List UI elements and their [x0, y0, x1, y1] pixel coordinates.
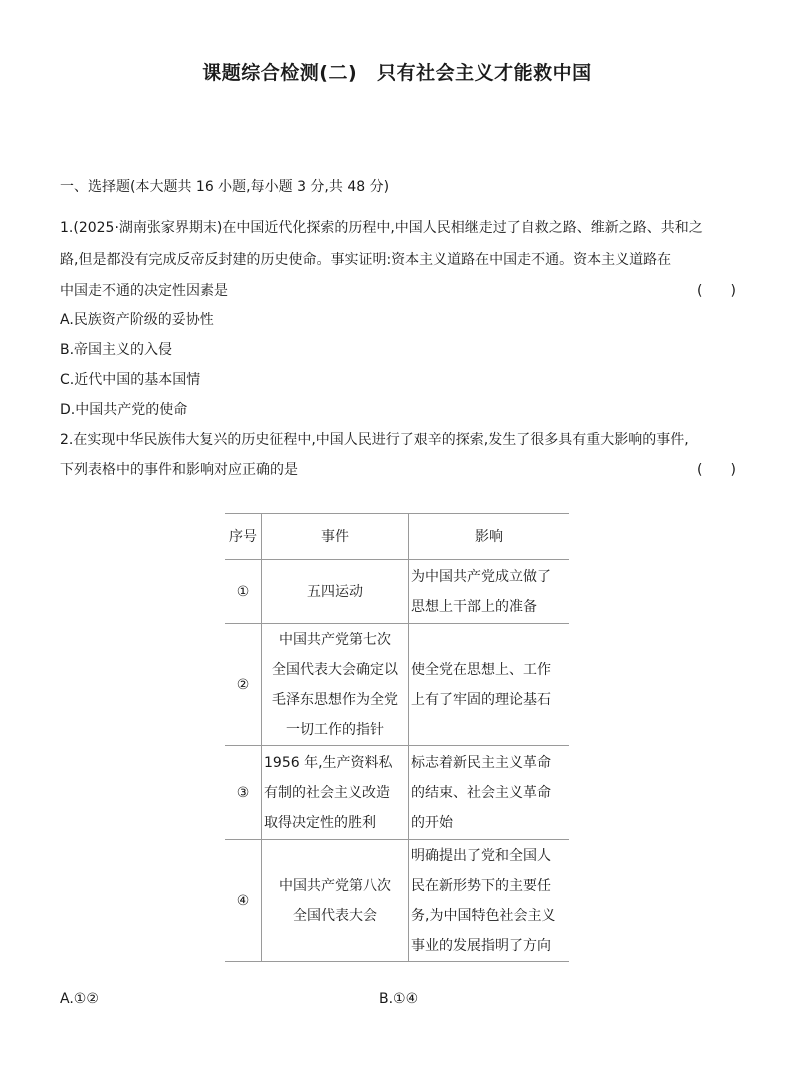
row-no: ① — [225, 560, 262, 624]
effect-line: 使全党在思想上、工作 — [411, 661, 551, 678]
row-no: ② — [225, 624, 262, 746]
row-no: ③ — [225, 746, 262, 840]
effect-line: 民在新形势下的主要任 — [411, 877, 551, 894]
effect-line: 明确提出了党和全国人 — [411, 847, 551, 864]
event-line: 一切工作的指针 — [286, 721, 384, 738]
event-line: 中国共产党第八次 — [279, 877, 391, 894]
q1-answer-bracket: ( ) — [697, 283, 736, 299]
table-row — [225, 746, 569, 840]
page-title — [0, 58, 794, 85]
row-effect — [409, 560, 570, 624]
header-event: 事件 — [262, 514, 409, 560]
row-event — [262, 746, 409, 840]
q1-line-1: 1.(2025·湖南张家界期末)在中国近代化探索的历程中,中国人民相继走过了自救之路、维新之路、共和之 — [60, 220, 703, 236]
q2-option-b[interactable]: B.①④ — [379, 991, 419, 1007]
effect-line: 为中国共产党成立做了 — [411, 568, 551, 585]
row-no: ④ — [225, 840, 262, 962]
event-line: 取得决定性的胜利 — [264, 814, 376, 831]
q1-line-2: 路,但是都没有完成反帝反封建的历史使命。事实证明:资本主义道路在中国走不通。资本主义道路在 — [60, 252, 672, 268]
q2-option-a[interactable]: A.①② — [60, 991, 99, 1007]
header-no: 序号 — [225, 514, 262, 560]
event-line: 五四运动 — [307, 583, 363, 600]
events-table — [225, 513, 569, 962]
q1-option-c[interactable]: C.近代中国的基本国情 — [60, 372, 201, 388]
q2-answer-bracket: ( ) — [697, 462, 736, 478]
row-effect — [409, 840, 570, 962]
event-line: 全国代表大会 — [293, 907, 377, 924]
q1-option-d[interactable]: D.中国共产党的使命 — [60, 402, 188, 418]
effect-line: 标志着新民主主义革命 — [411, 754, 551, 771]
effect-line: 上有了牢固的理论基石 — [411, 691, 551, 708]
event-line: 1956 年,生产资料私 — [264, 754, 393, 771]
q2-line-1: 2.在实现中华民族伟大复兴的历史征程中,中国人民进行了艰辛的探索,发生了很多具有重大影响的事件, — [60, 432, 689, 448]
table-row — [225, 560, 569, 624]
q1-option-b[interactable]: B.帝国主义的入侵 — [60, 342, 173, 358]
table-header-row — [225, 514, 569, 560]
event-line: 毛泽东思想作为全党 — [272, 691, 398, 708]
title-part-1: 课题综合检测(二) — [202, 62, 358, 84]
q1-line-3: 中国走不通的决定性因素是 — [60, 283, 228, 299]
row-effect — [409, 624, 570, 746]
effect-line: 的结束、社会主义革命 — [411, 784, 551, 801]
row-event — [262, 560, 409, 624]
section-heading: 一、选择题(本大题共 16 小题,每小题 3 分,共 48 分) — [60, 179, 390, 195]
q1-option-a[interactable]: A.民族资产阶级的妥协性 — [60, 312, 214, 328]
table-row — [225, 624, 569, 746]
effect-line: 务,为中国特色社会主义 — [411, 907, 556, 924]
table-row — [225, 840, 569, 962]
row-effect — [409, 746, 570, 840]
event-line: 全国代表大会确定以 — [272, 661, 398, 678]
title-part-2: 只有社会主义才能救中国 — [377, 62, 592, 84]
event-line: 有制的社会主义改造 — [264, 784, 390, 801]
row-event — [262, 840, 409, 962]
effect-line: 的开始 — [411, 814, 453, 831]
effect-line: 事业的发展指明了方向 — [411, 937, 551, 954]
header-effect: 影响 — [409, 514, 570, 560]
q2-line-2: 下列表格中的事件和影响对应正确的是 — [60, 462, 298, 478]
effect-line: 思想上干部上的准备 — [411, 598, 537, 615]
row-event — [262, 624, 409, 746]
event-line: 中国共产党第七次 — [279, 631, 391, 648]
